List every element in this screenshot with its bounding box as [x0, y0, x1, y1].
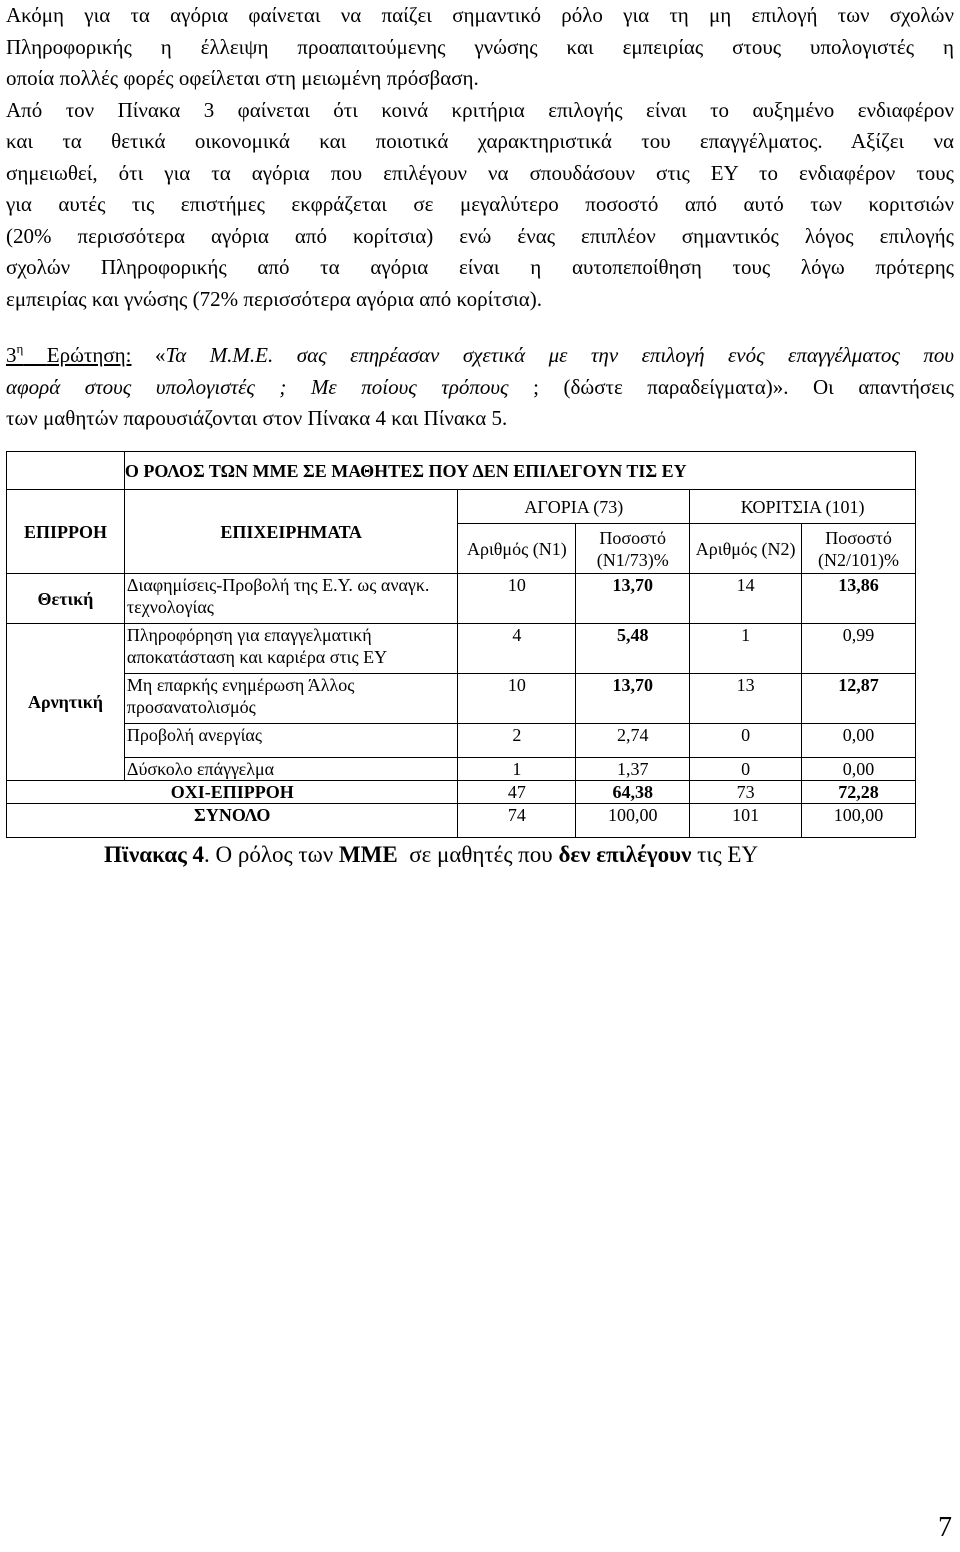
- argument-cell: Πληροφόρηση για επαγγελματική αποκατάσταση και καριέρα στις ΕΥ: [124, 624, 458, 674]
- media-influence-table: [6, 451, 916, 838]
- paragraph-line: Πληροφορικής η έλλειψη προαπαιτούμενης γνώσης και εμπειρίας στους υπολογιστές η: [6, 34, 954, 59]
- percent-n2-cell: 0,99: [802, 624, 916, 674]
- count-n1-cell: 47: [458, 781, 576, 804]
- count-n1-cell: 74: [458, 804, 576, 838]
- header-influence: ΕΠΙΡΡΟΗ: [7, 490, 125, 574]
- table-caption: Πϊνακας 4. Ο ρόλος των ΜΜΕ σε μαθητές που δεν επιλέγουν τις ΕΥ: [104, 842, 759, 867]
- paragraph-line: σχολών Πληροφορικής από τα αγόρια είναι η αυτοπεποίθηση τους λόγω πρότερης: [6, 255, 954, 279]
- header-percent-n1: Ποσοστό (Ν1/73)%: [576, 524, 690, 574]
- question-line: των μαθητών παρουσιάζονται στον Πίνακα 4 και Πίνακα 5.: [6, 406, 508, 430]
- count-n1-cell: 10: [458, 674, 576, 724]
- question-heading: $3^\eta$ Ερώτηση:: [6, 341, 132, 367]
- count-n1-cell: 4: [458, 624, 576, 674]
- no-influence-label: ΟΧΙ-ΕΠΙΡΡΟΗ: [7, 781, 458, 804]
- argument-cell: Δύσκολο επάγγελμα: [124, 758, 458, 781]
- percent-n2-cell: 13,86: [802, 574, 916, 624]
- paragraph-line: Ακόμη για τα αγόρια φαίνεται να παίζει σημαντικό ρόλο για τη μη επιλογή των σχολών: [6, 3, 954, 27]
- table-title-spacer: [7, 452, 125, 490]
- header-girls: ΚΟΡΙΤΣΙΑ (101): [690, 490, 916, 524]
- question-line: αφορά στους υπολογιστές ; Με ποίους τρόπους ; (δώστε παραδείγματα)». Οι απαντήσεις: [6, 374, 954, 399]
- count-n1-cell: 10: [458, 574, 576, 624]
- influence-positive: Θετική: [7, 574, 125, 624]
- count-n2-cell: 101: [690, 804, 802, 838]
- percent-n2-cell: 100,00: [802, 804, 916, 838]
- header-count-n1: Αριθμός (Ν1): [458, 524, 576, 574]
- count-n2-cell: 13: [690, 674, 802, 724]
- percent-n1-cell: 13,70: [576, 674, 690, 724]
- percent-n2-cell: 0,00: [802, 758, 916, 781]
- paragraph-line: για αυτές τις επιστήμες εκφράζεται σε μεγαλύτερο ποσοστό από αυτό των κοριτσιών: [6, 192, 954, 216]
- body-paragraph: [6, 0, 954, 315]
- count-n1-cell: 1: [458, 758, 576, 781]
- percent-n1-cell: 64,38: [576, 781, 690, 804]
- percent-n2-cell: 0,00: [802, 724, 916, 758]
- argument-cell: Μη επαρκής ενημέρωση Άλλος προσανατολισμός: [124, 674, 458, 724]
- count-n2-cell: 14: [690, 574, 802, 624]
- percent-n1-cell: 5,48: [576, 624, 690, 674]
- influence-negative: Αρνητική: [7, 624, 125, 781]
- count-n2-cell: 1: [690, 624, 802, 674]
- header-boys: ΑΓΟΡΙΑ (73): [458, 490, 690, 524]
- paragraph-line: εμπειρίας και γνώσης (72% περισσότερα αγόρια από κορίτσια).: [6, 286, 542, 311]
- total-label: ΣΥΝΟΛΟ: [7, 804, 458, 838]
- question-line: $3^\eta$ Ερώτηση: «Τα Μ.Μ.Ε. σας επηρέασαν σχετικά με την επιλογή ενός επαγγέλματος που: [6, 341, 955, 367]
- count-n1-cell: 2: [458, 724, 576, 758]
- count-n2-cell: 0: [690, 724, 802, 758]
- argument-cell: Προβολή ανεργίας: [124, 724, 458, 758]
- percent-n1-cell: 1,37: [576, 758, 690, 781]
- page-number: 7: [938, 1512, 952, 1543]
- percent-n1-cell: 2,74: [576, 724, 690, 758]
- argument-cell: Διαφημίσεις-Προβολή της Ε.Υ. ως αναγκ. τεχνολογίας: [124, 574, 458, 624]
- percent-n1-cell: 13,70: [576, 574, 690, 624]
- percent-n2-cell: 72,28: [802, 781, 916, 804]
- header-percent-n2: Ποσοστό (Ν2/101)%: [802, 524, 916, 574]
- percent-n2-cell: 12,87: [802, 674, 916, 724]
- header-arguments: ΕΠΙΧΕΙΡΗΜΑΤΑ: [124, 490, 458, 574]
- paragraph-line: Από τον Πίνακα 3 φαίνεται ότι κοινά κριτήρια επιλογής είναι το αυξημένο ενδιαφέρον: [6, 97, 954, 122]
- percent-n1-cell: 100,00: [576, 804, 690, 838]
- paragraph-line: και τα θετικά οικονομικά και ποιοτικά χαρακτηριστικά του επαγγέλματος. Αξίζει να: [6, 129, 954, 153]
- paragraph-line: σημειωθεί, ότι για τα αγόρια που επιλέγουν να σπουδάσουν στις ΕΥ το ενδιαφέρον τους: [6, 160, 954, 185]
- header-count-n2: Αριθμός (Ν2): [690, 524, 802, 574]
- count-n2-cell: 0: [690, 758, 802, 781]
- table-title: Ο ΡΟΛΟΣ ΤΩΝ ΜΜΕ ΣΕ ΜΑΘΗΤΕΣ ΠΟΥ ΔΕΝ ΕΠΙΛΕΓΟΥΝ ΤΙΣ ΕΥ: [124, 452, 915, 490]
- paragraph-line: (20% περισσότερα αγόρια από κορίτσια) ενώ ένας επιπλέον σημαντικός λόγος επιλογής: [6, 223, 954, 248]
- question-paragraph: [6, 333, 954, 435]
- count-n2-cell: 73: [690, 781, 802, 804]
- paragraph-line: οποία πολλές φορές οφείλεται στη μειωμένη πρόσβαση.: [6, 66, 479, 90]
